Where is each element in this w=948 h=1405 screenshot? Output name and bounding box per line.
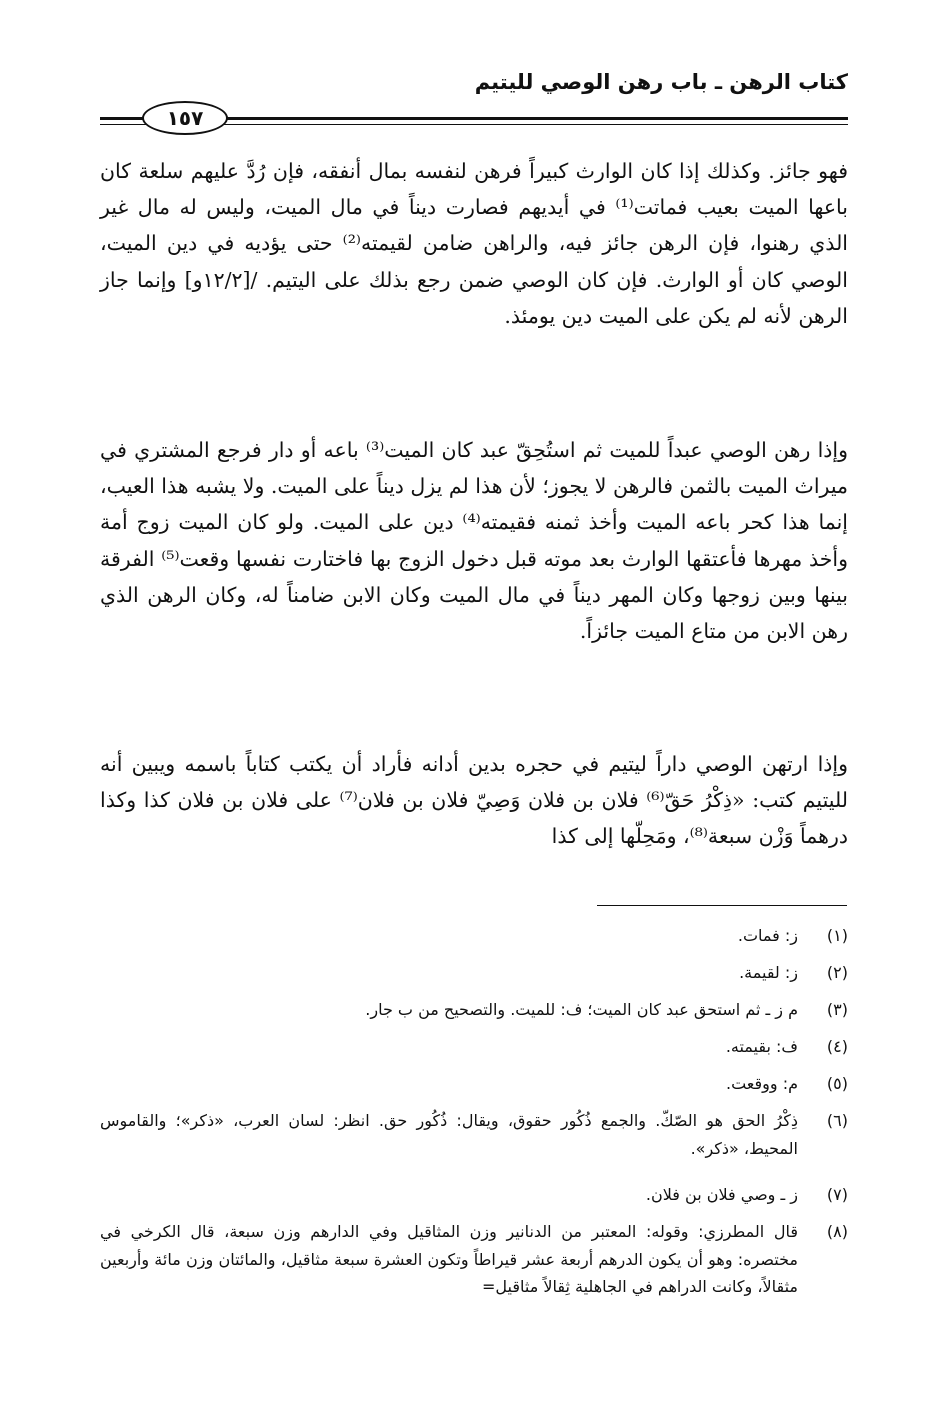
footnote-item [100, 959, 848, 987]
footnote-number: (٥) [826, 1074, 848, 1093]
footnote-number: (٦) [826, 1111, 848, 1130]
footnote-number: (٢) [826, 963, 848, 982]
footnote-item [100, 922, 848, 950]
footnote-number: (٣) [826, 1000, 848, 1019]
footnote-text: ز: فمات. [737, 926, 798, 945]
paragraph: وإذا ارتهن الوصي داراً ليتيم في حجره بدين أدانه فأراد أن يكتب كتاباً باسمه ويبين أنه لليتيم كتب: «ذِكْرُ حَقّ⁽⁶⁾ فلان بن فلان وَصِيّ فلان بن فلان⁽⁷⁾ على فلان بن فلان كذا وكذا درهماً وَزْن سبعة⁽⁸⁾، ومَحِلّها إلى كذا [100, 752, 848, 849]
footnote-item [100, 1181, 848, 1209]
footnote-text: ز: لقيمة. [739, 963, 798, 982]
footnote-number: (٤) [826, 1037, 848, 1056]
footnote-number: (٨) [826, 1222, 848, 1241]
footnote-item [100, 1218, 848, 1301]
footnote-item [100, 1070, 848, 1098]
footnote-number: (٧) [826, 1185, 848, 1204]
footnote-text: م: ووقعت. [726, 1074, 798, 1093]
footnote-text: ف: بقيمته. [725, 1037, 798, 1056]
page-number: ١٥٧ [142, 101, 228, 135]
footnote-number: (١) [826, 926, 848, 945]
paragraph: فهو جائز. وكذلك إذا كان الوارث كبيراً فرهن لنفسه بمال أنفقه، فإن رُدَّ عليهم سلعة كان باعها الميت بعيب فماتت⁽¹⁾ في أيديهم فصارت ديناً في مال الميت، وليس له مال غير الذي رهنوا، فإن الرهن جائز فيه، والراهن ضامن لقيمته⁽²⁾ حتى يؤديه في دين الميت، الوصي كان أو الوارث. فإن كان الوصي ضمن رجع بذلك على اليتيم. /[١٢/٢و] وإنما جاز الرهن لأنه لم يكن على الميت دين يومئذ. [100, 159, 849, 328]
footnote-text: م ز ـ ثم استحق عبد كان الميت؛ ف: للميت. والتصحيح من ب جار. [365, 1000, 798, 1019]
footnote-text: قال المطرزي: وقوله: المعتبر من الدنانير وزن المثاقيل وفي الدارهم وزن سبعة، قال الكرخي في مختصره: وهو أن يكون الدرهم أربعة عشر قيراطاً وتكون العشرة سبعة مثاقيل، والمائتان وزن مائة وأربعين مثقالاً، وكانت الدراهم في الجاهلية ثِقالاً مثاقيل= [100, 1222, 798, 1296]
footnote-item [100, 1033, 848, 1061]
footnote-text: ز ـ وصي فلان بن فلان. [645, 1185, 798, 1204]
footnote-separator [597, 905, 847, 906]
footnote-item [100, 1107, 848, 1162]
footnote-item [100, 996, 848, 1024]
paragraph: وإذا رهن الوصي عبداً للميت ثم استُحِقّ عبد كان الميت⁽³⁾ باعه أو دار فرجع المشتري في ميراث الميت بالثمن فالرهن لا يجوز؛ لأن هذا لم يزل ديناً على الميت. ولا يشبه هذا العيب، إنما هذا كحر باعه الميت وأخذ ثمنه فقيمته⁽⁴⁾ دين على الميت. ولو كان الميت زوج أمة وأخذ مهرها فأعتقها الوارث بعد موته قبل دخول الزوج بها فاختارت نفسها وقعت⁽⁵⁾ الفرقة بينها وبين زوجها وكان المهر ديناً في مال الميت وكان الابن ضامناً له، وكان الرهن الذي رهن الابن من متاع الميت جائزاً. [100, 438, 848, 644]
footnote-text: ذِكْرُ الحق هو الصّكّ. والجمع ذُكُور حقوق، ويقال: ذُكُور حق. انظر: لسان العرب، «ذكر»؛ والقاموس المحيط، «ذكر». [100, 1111, 798, 1158]
running-header-title: كتاب الرهن ـ باب رهن الوصي لليتيم [474, 70, 848, 94]
